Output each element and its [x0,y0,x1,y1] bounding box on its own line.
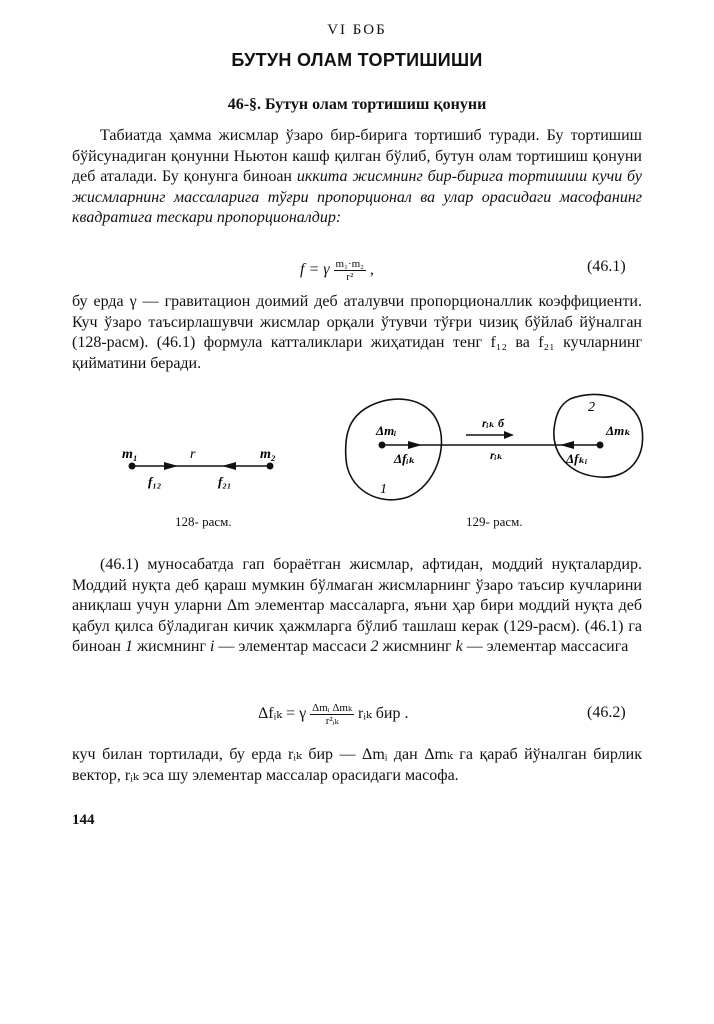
label-f12: f₁₂ [148,474,162,489]
chapter-title: БУТУН ОЛАМ ТОРТИШИШИ [231,50,483,70]
label-rik-unit: rᵢₖ б [482,416,504,430]
equation-number-46-2: (46.2) [587,704,626,721]
label-f21: f₂₁ [218,474,232,489]
arrow-fik-icon [408,441,422,449]
label-r: r [190,447,196,462]
chapter-heading: VI БОБ [327,22,387,38]
figure-129-diagram [338,385,650,513]
figure-128-caption: 128- расм. [175,514,232,529]
label-m1: m₁ [122,447,138,462]
paragraph-1: Табиатда ҳамма жисмлар ўзаро бир-бирига тортишиб туради. Бу тортишиш бўйсунадиган қонунни Ньютон кашф қилган бўлиб, бутун олам тортишиш қонуни деб аталади. Бу қонунга биноан иккита жисмнинг бир-бирига тортишиш кучи бу жисмларнинг массаларига тўғри пропорционал ва улар орасидаги масофанинг квадратига тескари пропорционалдир: [72,127,642,226]
law-statement: иккита жисмнинг бир-бирига тортишиш кучи бу жисмларнинг массаларига тўғри пропорционал ва улар орасидаги масофанинг квадратига тескари пропорционалдир: [72,168,642,226]
label-rik: rᵢₖ [490,448,503,462]
paragraph-3: (46.1) муносабатда гап бораётган жисмлар, афтидан, моддий нуқталардир. Моддий нуқта деб қараш мумкин бўлмаган жисмларнинг ўзаро таъсир кучларини аниқлаш учун уларни Δm элементар массаларга, яъни ҳар бири моддий нуқта деб қабул қилса бўладиган кичик ҳажмларга бўлиб ташлаш керак (129-расм). (46.1) га биноан 1 жисмнинг i — элементар массаси 2 жисмнинг k — элементар массасига [72,556,642,655]
unit-vector-arrow-icon [504,431,514,439]
section-title: 46-§. Бутун олам тортишиш қонуни [227,96,487,113]
paragraph-2: бу ерда γ — гравитацион доимий деб аталувчи пропорционаллик коэффициенти. Куч ўзаро таъсирлашувчи жисмлар орқали ўтувчи тўғри чизиқ бўйлаб йўналган (128-расм). (46.1) формула катталиклари жиҳатидан тенг f₁₂ ва f₂₁ кучларнинг қийматини беради. [72,293,642,372]
label-body-1: 1 [380,482,387,497]
mass-i-point [379,442,386,449]
arrow-f12-icon [164,462,178,470]
body-1-outline [346,399,442,500]
page-number: 144 [72,812,95,828]
paragraph-4: куч билан тортилади, бу ерда rᵢₖ бир — Δmᵢ дан Δmₖ га қараб йўналган бирлик вектор, rᵢₖ эса шу элементар массалар орасидаги масофа. [72,746,642,784]
arrow-fki-icon [560,441,574,449]
equation-46-1: f = γ $\frac{\text{m₁·m₂}}{\text{r²}}$ , [300,258,374,283]
arrow-f21-icon [222,462,236,470]
label-fik: Δfᵢₖ [394,451,416,466]
label-dmi: Δmᵢ [376,423,397,438]
equation-number-46-1: (46.1) [587,258,626,275]
label-fki: Δfₖᵢ [566,451,588,466]
label-dmk: Δmₖ [606,423,632,438]
label-body-2: 2 [588,400,595,415]
equation-46-2: Δfᵢₖ = γ $\frac{\text{Δmᵢ Δmₖ}}{\text{r²ᵢₖ}}$ rᵢₖ бир . [258,702,409,727]
figure-129-caption: 129- расм. [466,514,523,529]
label-m2: m₂ [260,447,276,462]
mass-k-point [597,442,604,449]
figure-128-diagram [110,440,300,500]
